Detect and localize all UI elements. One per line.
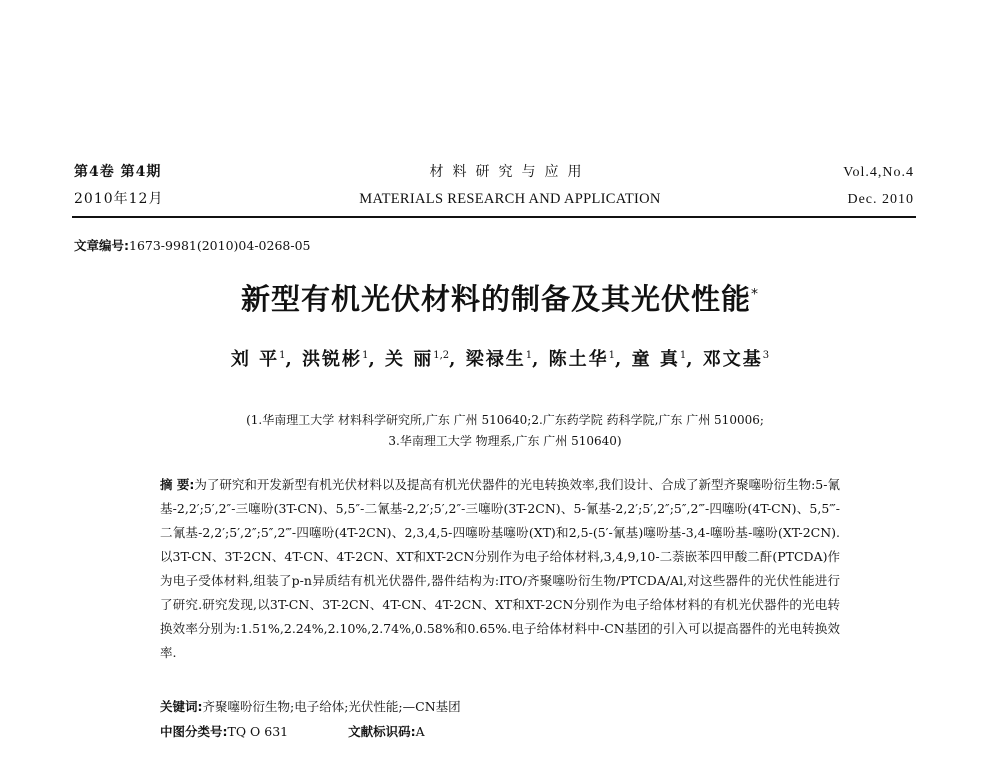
keywords-text: 齐聚噻吩衍生物;电子给体;光伏性能;—CN基团: [202, 699, 461, 714]
author: 陈土华$^1$: [548, 349, 616, 370]
abstract: [160, 473, 840, 665]
author: 梁禄生$^1$: [465, 349, 533, 370]
author: 洪锐彬$^1$: [302, 349, 369, 370]
author: 童 真$^1$: [631, 349, 687, 370]
article-number: [74, 236, 310, 254]
author: 邓文基$^3$: [702, 349, 770, 370]
classification: [160, 722, 860, 740]
abstract-text: 为了研究和开发新型有机光伏材料以及提高有机光伏器件的光电转换效率,我们设计、合成了新型齐聚噻吩衍生物:5-氰基-2,2′;5′,2″-三噻吩(3T-CN)、5,5″-二氰基-2,2′;5′,2″-三噻吩(3T-2CN)、5-氰基-2,2′;5′,2″;5″,2‴-四噻吩(4T-CN)、5,5‴-二氰基-2,2′;5′,2″;5″,2‴-四噻吩(4T-2CN)、2,3,4,5-四噻吩基噻吩(XT)和2,5-(5′-氰基)噻吩基-3,4-噻吩基-噻吩(XT-2CN).以3T-CN、3T-2CN、4T-CN、4T-2CN、XT和XT-2CN分别作为电子给体材料,3,4,9,10-二萘嵌苯四甲酸二酐(PTCDA)作为电子受体材料,组装了p-n异质结有机光伏器件,器件结构为:ITO/齐聚噻吩衍生物/PTCDA/Al,对这些器件的光伏性能进行了研究.研究发现,以3T-CN、3T-2CN、4T-CN、4T-2CN、XT和XT-2CN分别作为电子给体材料的有机光伏器件的光电转换效率分别为:1.51%,2.24%,2.10%,2.74%,0.58%和0.65%.电子给体材料中-CN基团的引入可以提高器件的光电转换效率.: [160, 477, 840, 660]
affiliation-line: (1.华南理工大学 材料科学研究所,广东 广州 510640;2.广东药学院 药科学院,广东 广州 510006;: [246, 413, 764, 427]
author-list: 刘 平$^1$, 洪锐彬$^1$, 关 丽$^{1,2}$, 梁禄生$^1$, 陈土华$^1$, 童 真$^1$, 邓文基$^3$: [230, 349, 770, 370]
paper-title-text: 新型有机光伏材料的制备及其光伏性能: [240, 282, 751, 316]
clc-value: TQ O 631: [227, 724, 289, 739]
header-rule: [72, 216, 916, 218]
volume-issue: 第4卷 第4期: [74, 164, 162, 180]
journal-name: [300, 159, 720, 213]
author: 关 丽$^{1,2}$: [384, 349, 450, 370]
journal-issue-info: [74, 159, 163, 213]
journal-name-cn: 材料研究与应用: [429, 164, 591, 180]
affiliations: [120, 410, 890, 452]
date-cn: 2010年12月: [74, 191, 164, 207]
abstract-label: 摘 要:: [160, 477, 195, 492]
paper-title: [80, 277, 920, 318]
article-number-label: 文章编号:: [74, 238, 129, 253]
title-footnote-mark: *: [751, 286, 759, 303]
vol-no: Vol.4,No.4: [843, 165, 914, 180]
date-en: Dec. 2010: [847, 192, 914, 207]
article-number-value: 1673-9981(2010)04-0268-05: [129, 238, 311, 253]
author: 刘 平$^1$: [230, 349, 286, 370]
clc-label: 中图分类号:: [160, 724, 228, 739]
doc-code-label: 文献标识码:: [348, 724, 416, 739]
keywords-label: 关键词:: [160, 699, 203, 714]
doc-code-value: A: [415, 724, 425, 739]
keywords: [160, 697, 860, 715]
affiliation-line: 3.华南理工大学 物理系,广东 广州 510640): [388, 434, 622, 448]
journal-volume-en: [843, 159, 914, 213]
journal-name-en: MATERIALS RESEARCH AND APPLICATION: [359, 191, 661, 207]
